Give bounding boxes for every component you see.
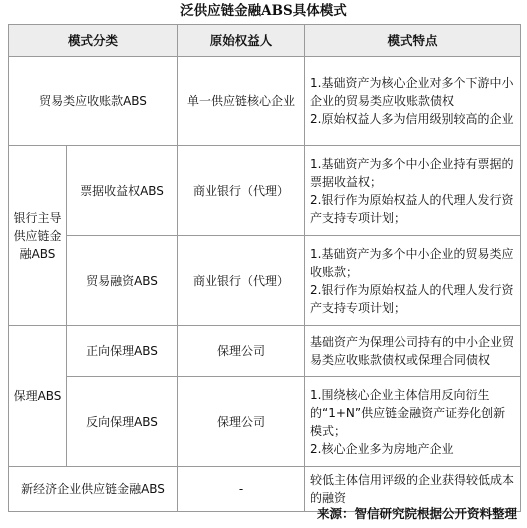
feature-line: 1.基础资产为多个中小企业持有票据的票据收益权； [310, 156, 514, 189]
subcategory-cell: 贸易融资ABS [67, 236, 178, 326]
table-row [9, 236, 521, 326]
header-holder: 原始权益人 [178, 25, 305, 57]
subcategory-cell: 反向保理ABS [67, 377, 178, 467]
feature-line: 2.银行作为原始权益人的代理人发行资产支持专项计划； [310, 282, 514, 315]
feature-line: 基础资产为保理公司持有的中小企业贸易类应收账款债权或保理合同债权 [310, 335, 515, 367]
table-title: 泛供应链金融ABS具体模式 [180, 3, 347, 19]
header-row [9, 25, 521, 57]
subcategory-cell: 票据收益权ABS [67, 146, 178, 236]
feature-line: 1.基础资产为多个中小企业的贸易类应收账款； [310, 246, 514, 279]
table-row [9, 146, 521, 236]
header-features: 模式特点 [305, 25, 521, 57]
feature-line: 较低主体信用评级的企业获得较低成本的融资 [310, 473, 515, 505]
table-row [9, 377, 521, 467]
feature-line: 2.核心企业多为房地产企业 [310, 441, 454, 456]
group-cell-factoring: 保理ABS [9, 326, 67, 467]
table-row [9, 57, 521, 146]
abs-mode-table [8, 24, 521, 512]
header-category: 模式分类 [9, 25, 178, 57]
holder-cell: - [178, 467, 305, 512]
holder-cell: 单一供应链核心企业 [178, 57, 305, 146]
features-cell [305, 326, 521, 377]
feature-line: 1.围绕核心企业主体信用反向衍生的“1+N”供应链金融资产证券化创新模式； [310, 387, 506, 438]
holder-cell: 商业银行（代理） [178, 146, 305, 236]
group-cell-bank: 银行主导供应链金融ABS [9, 146, 67, 326]
holder-cell: 保理公司 [178, 326, 305, 377]
features-cell [305, 377, 521, 467]
category-cell: 新经济企业供应链金融ABS [9, 467, 178, 512]
feature-line: 2.银行作为原始权益人的代理人发行资产支持专项计划； [310, 192, 514, 225]
holder-cell: 保理公司 [178, 377, 305, 467]
subcategory-cell: 正向保理ABS [67, 326, 178, 377]
features-cell [305, 146, 521, 236]
holder-cell: 商业银行（代理） [178, 236, 305, 326]
feature-line: 1.基础资产为核心企业对多个下游中小企业的贸易类应收账款债权 [310, 76, 514, 108]
table-row [9, 326, 521, 377]
features-cell [305, 57, 521, 146]
feature-line: 2.原始权益人多为信用级别较高的企业 [310, 112, 514, 126]
features-cell [305, 236, 521, 326]
category-cell: 贸易类应收账款ABS [9, 57, 178, 146]
source-note: 来源：智信研究院根据公开资料整理 [316, 506, 517, 521]
